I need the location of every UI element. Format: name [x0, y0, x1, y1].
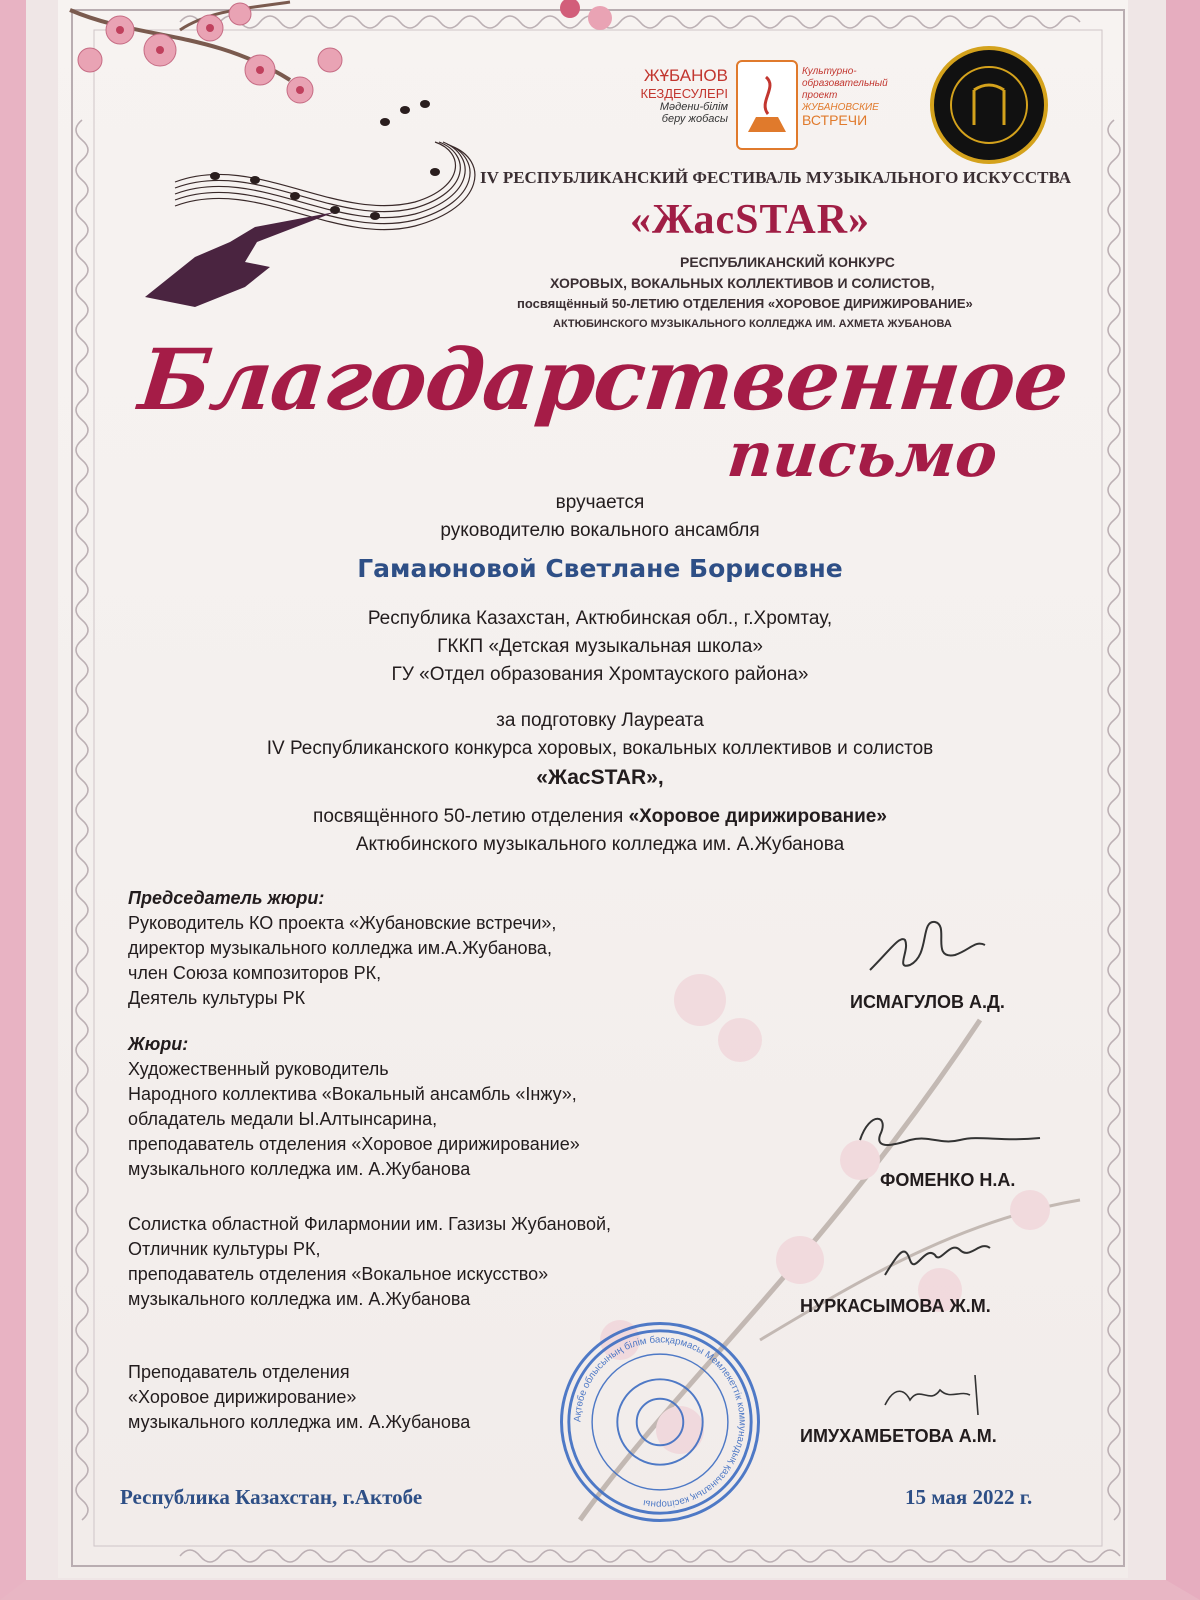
member-line: преподаватель отделения «Хоровое дирижирование»: [128, 1134, 580, 1154]
logo-right-line1: Культурно-: [802, 66, 857, 77]
logo-right-text: [802, 66, 912, 126]
member-line: преподаватель отделения «Вокальное искусство»: [128, 1264, 549, 1284]
member2-name: НУРКАСЫМОВА Ж.М.: [800, 1296, 991, 1316]
address-line-2: ГККП «Детская музыкальная школа»: [437, 636, 763, 657]
blossom-top-center-icon: [550, 0, 630, 45]
member-line: музыкального колледжа им. А.Жубанова: [128, 1289, 471, 1309]
reason-line-4a: посвящённого 50-летию отделения: [313, 806, 629, 827]
signature-fomenko: [850, 1100, 1050, 1170]
member-line: «Хоровое дирижирование»: [128, 1387, 357, 1407]
chair-line: директор музыкального колледжа им.А.Жубанова,: [128, 938, 552, 958]
jury-member-2-block: [128, 1212, 611, 1312]
member-line: Солистка областной Филармонии им. Газизы Жубановой,: [128, 1214, 612, 1234]
jury-chair-block: [128, 886, 556, 1011]
member-line: обладатель медали Ы.Алтынсарина,: [128, 1109, 438, 1129]
contest-line-2: ХОРОВЫХ, ВОКАЛЬНЫХ КОЛЛЕКТИВОВ И СОЛИСТОВ,: [550, 275, 935, 291]
zhubanov-logo: [612, 58, 912, 154]
jury-member-3-block: [128, 1360, 470, 1435]
logo-right-line2: образовательный: [802, 78, 888, 89]
footer-date: 15 мая 2022 г.: [905, 1485, 1033, 1509]
address-line-1: Республика Казахстан, Актюбинская обл., г.Хромтау,: [367, 608, 833, 629]
member-line: Народного коллектива «Вокальный ансамбль «Інжу»,: [128, 1084, 577, 1104]
signature-nurkasymova: [880, 1230, 1000, 1290]
logo-left-line2: КЕЗДЕСУЛЕРІ: [640, 86, 728, 101]
reason-line-1: за подготовку Лауреата: [496, 710, 704, 731]
jury-heading: Жюри:: [128, 1034, 189, 1054]
festival-name: «ЖасSTAR»: [630, 197, 871, 243]
signature-ismagulov: [860, 910, 1010, 990]
contest-line-4: АКТЮБИНСКОГО МУЗЫКАЛЬНОГО КОЛЛЕДЖА ИМ. АХМЕТА ЖУБАНОВА: [553, 318, 952, 330]
chair-line: Руководитель КО проекта «Жубановские встречи»,: [128, 913, 557, 933]
chair-line: член Союза композиторов РК,: [128, 963, 382, 983]
member3-name: ИМУХАМБЕТОВА А.М.: [800, 1426, 997, 1446]
member-line: музыкального колледжа им. А.Жубанова: [128, 1159, 471, 1179]
role-text: руководителю вокального ансамбля: [440, 520, 760, 541]
member-line: Отличник культуры РК,: [128, 1239, 321, 1259]
festival-line: IV РЕСПУБЛИКАНСКИЙ ФЕСТИВАЛЬ МУЗЫКАЛЬНОГО ИСКУССТВА: [480, 168, 1072, 187]
presented-text: вручается: [555, 492, 645, 513]
jury-member-1-block: [128, 1032, 580, 1182]
chair-name: ИСМАГУЛОВ А.Д.: [850, 992, 1005, 1012]
reason-line-4b: «Хоровое дирижирование»: [628, 806, 887, 827]
official-stamp-icon: [560, 1322, 760, 1522]
member-line: музыкального колледжа им. А.Жубанова: [128, 1412, 471, 1432]
recipient-name: Гамаюновой Светлане Борисовне: [357, 554, 843, 583]
chair-heading: Председатель жюри:: [128, 888, 325, 908]
logo-right-line5: ВСТРЕЧИ: [802, 112, 868, 128]
contest-line-3: посвящённый 50-ЛЕТИЮ ОТДЕЛЕНИЯ «ХОРОВОЕ ДИРИЖИРОВАНИЕ»: [517, 296, 973, 311]
stamp-text: Ақтөбе облысының білім басқармасы Мемлекеттік коммуналдық қазыналық кәсіпорны: [572, 1334, 748, 1510]
footer-place: Республика Казахстан, г.Актобе: [120, 1485, 423, 1509]
logo-right-line3: проект: [802, 90, 838, 101]
logo-mark-icon: [736, 60, 798, 150]
reason-line-3: «ЖасSTAR»,: [536, 766, 664, 789]
college-emblem-icon: [930, 46, 1048, 164]
logo-left-line4: беру жобасы: [661, 113, 728, 125]
music-staff-icon: [135, 92, 495, 332]
signature-imukhambetova: [880, 1370, 990, 1420]
member-line: Художественный руководитель: [128, 1059, 389, 1079]
member-line: Преподаватель отделения: [128, 1362, 350, 1382]
address-line-3: ГУ «Отдел образования Хромтауского района»: [391, 664, 809, 685]
reason-line-5: Актюбинского музыкального колледжа им. А.Жубанова: [355, 834, 845, 855]
logo-left-text: [612, 66, 728, 125]
contest-line-1: РЕСПУБЛИКАНСКИЙ КОНКУРС: [680, 254, 895, 270]
reason-line-2: IV Республиканского конкурса хоровых, вокальных коллективов и солистов: [266, 738, 934, 759]
member1-name: ФОМЕНКО Н.А.: [880, 1170, 1016, 1190]
svg-text:Ақтөбе облысының білім басқарм: [572, 1334, 747, 1509]
logo-left-line1: ЖҰБАНОВ: [643, 66, 728, 85]
reason-line-4: [120, 806, 1080, 828]
title-line-1: Благодарственное: [134, 330, 1073, 429]
chair-line: Деятель культуры РК: [128, 988, 306, 1008]
logo-left-line3: Мәдени-білім: [659, 101, 728, 113]
title-line-2: письмо: [724, 418, 1001, 491]
logo-right-line4: ЖУБАНОВСКИЕ: [802, 102, 879, 113]
